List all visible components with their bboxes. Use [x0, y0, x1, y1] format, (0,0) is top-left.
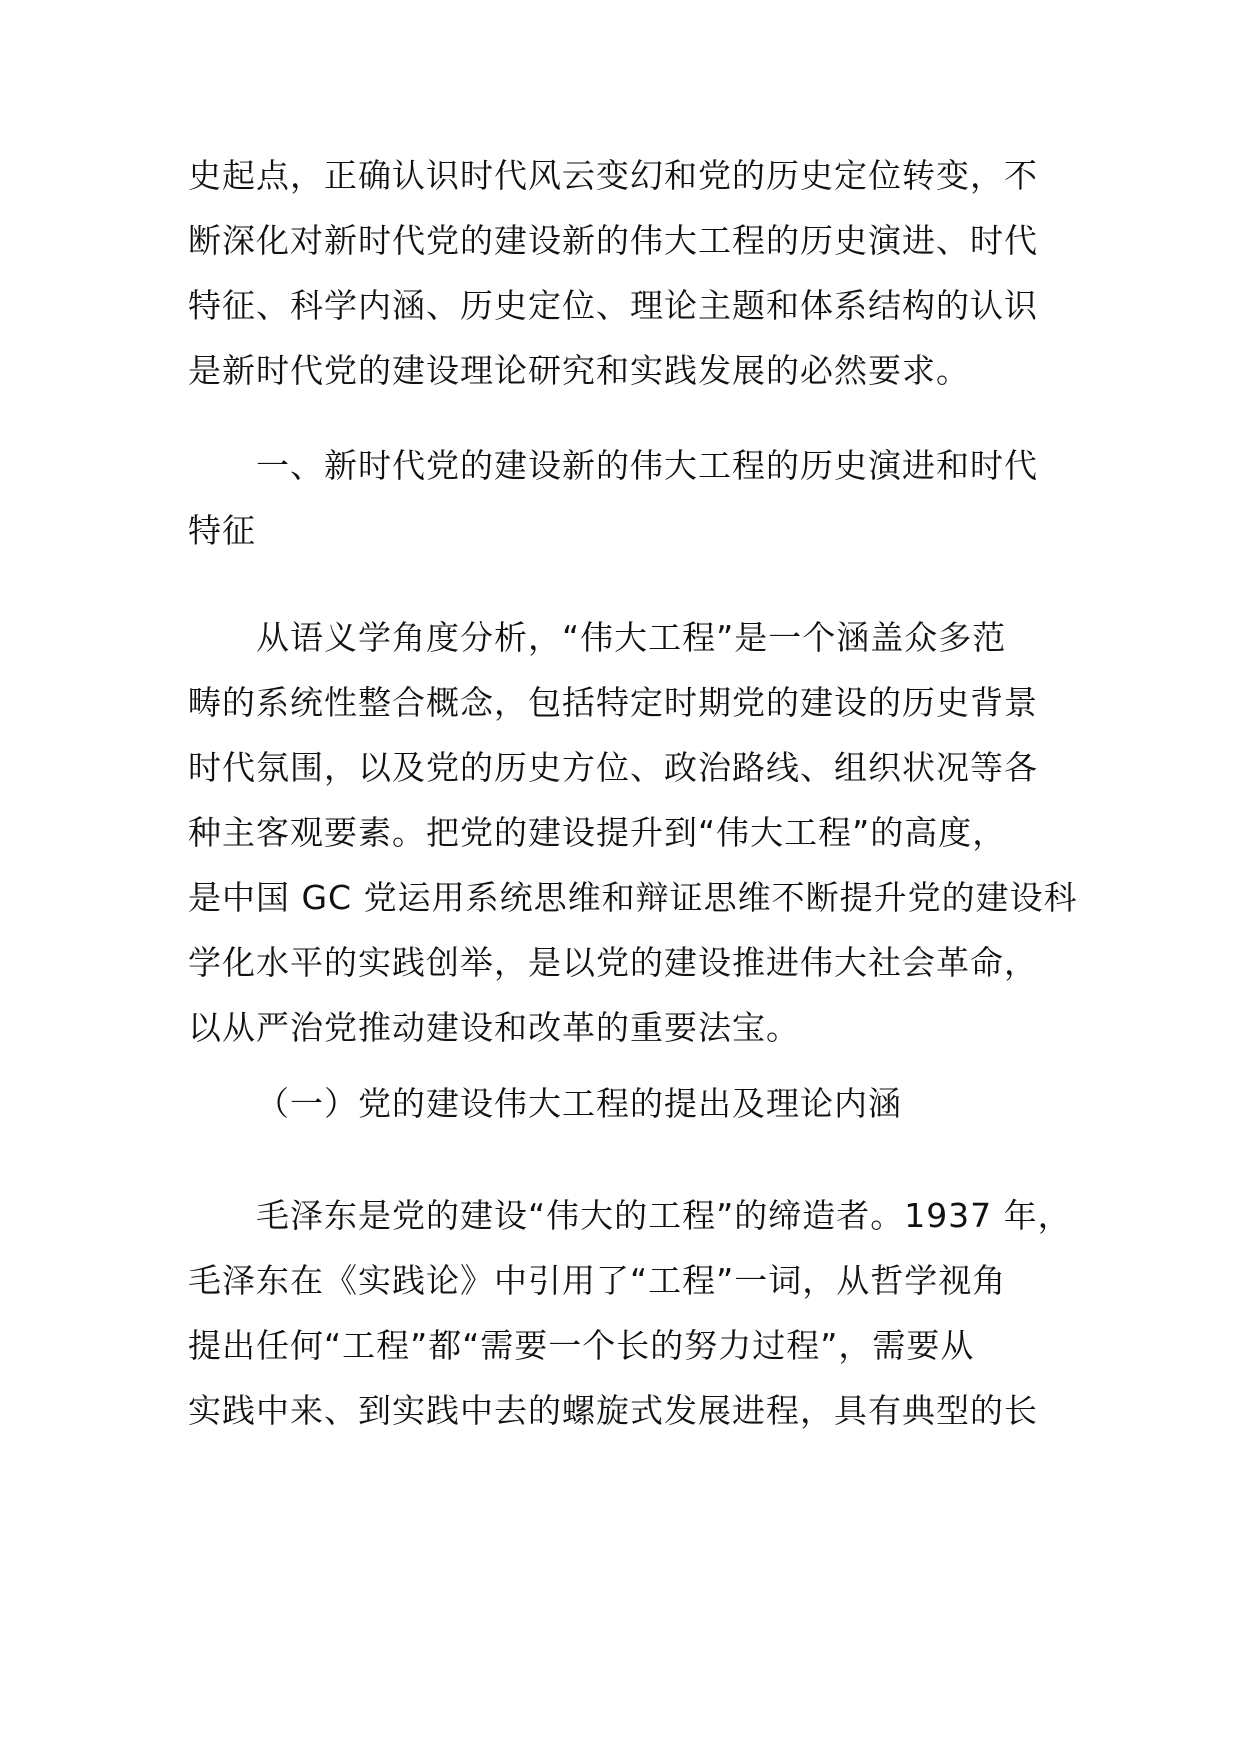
paragraph-semantic-analysis	[188, 605, 1078, 1060]
heading-line: （一）党的建设伟大工程的提出及理论内涵	[256, 1084, 902, 1123]
text-line: 断深化对新时代党的建设新的伟大工程的历史演进、时代	[188, 221, 1038, 260]
text-line: 学化水平的实践创举，是以党的建设推进伟大社会革命，	[188, 943, 1038, 982]
text-line: 史起点，正确认识时代风云变幻和党的历史定位转变，不	[188, 156, 1038, 195]
heading-line: 一、新时代党的建设新的伟大工程的历史演进和时代	[256, 446, 1038, 485]
subsection-heading-1	[188, 1071, 1068, 1136]
text-line: 提出任何“工程”都“需要一个长的努力过程”，需要从	[188, 1326, 975, 1365]
paragraph-mao-zedong	[188, 1183, 1072, 1443]
text-line: 以从严治党推动建设和改革的重要法宝。	[188, 1008, 800, 1047]
text-line: 实践中来、到实践中去的螺旋式发展进程，具有典型的长	[188, 1391, 1038, 1430]
heading-line: 特征	[188, 511, 256, 550]
paragraph-intro-continuation	[188, 143, 1068, 403]
text-line: 种主客观要素。把党的建设提升到“伟大工程”的高度，	[188, 813, 1007, 852]
text-line: 是中国 GC 党运用系统思维和辩证思维不断提升党的建设科	[188, 878, 1078, 917]
text-line: 特征、科学内涵、历史定位、理论主题和体系结构的认识	[188, 286, 1038, 325]
section-heading-1	[188, 433, 1068, 563]
text-line: 毛泽东是党的建设“伟大的工程”的缔造者。1937 年，	[256, 1196, 1072, 1235]
text-line: 时代氛围，以及党的历史方位、政治路线、组织状况等各	[188, 748, 1038, 787]
text-line: 是新时代党的建设理论研究和实践发展的必然要求。	[188, 351, 970, 390]
text-line: 畴的系统性整合概念，包括特定时期党的建设的历史背景	[188, 683, 1038, 722]
text-line: 毛泽东在《实践论》中引用了“工程”一词，从哲学视角	[188, 1261, 1007, 1300]
text-line: 从语义学角度分析，“伟大工程”是一个涵盖众多范	[256, 618, 1007, 657]
